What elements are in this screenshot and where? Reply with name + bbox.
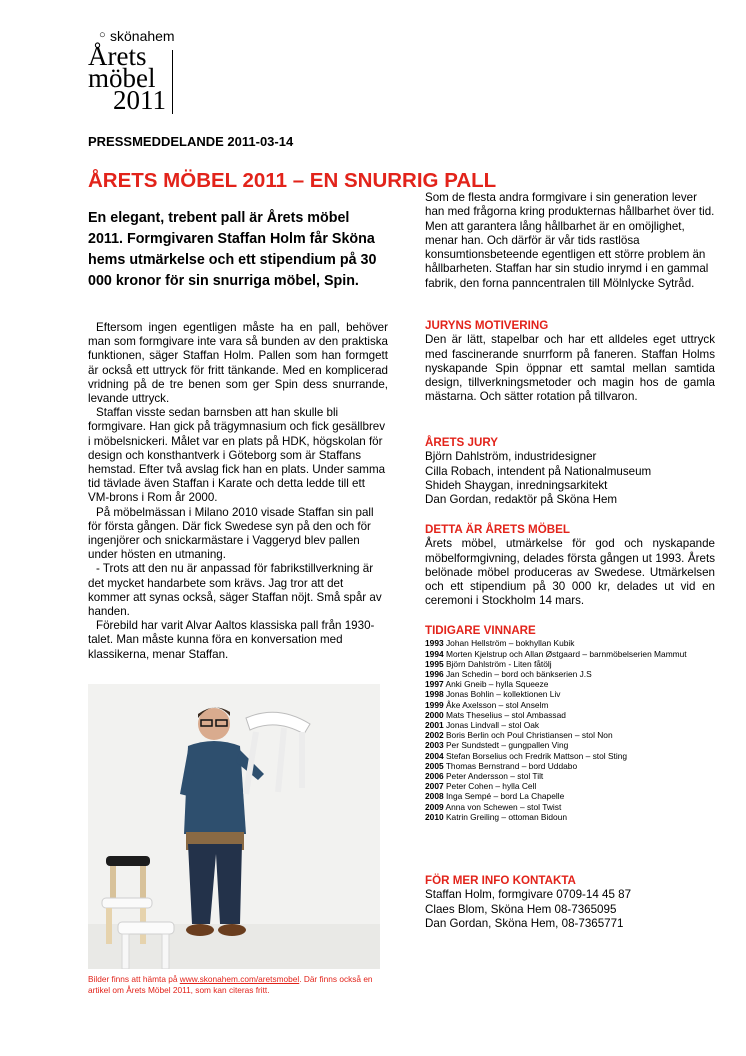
- winner-text: Peter Andersson – stol Tilt: [443, 770, 544, 781]
- winners-section: [425, 624, 715, 822]
- jury-motivation-title: JURYNS MOTIVERING: [425, 319, 549, 332]
- winner-item: [425, 649, 715, 659]
- winner-year: 1993: [425, 638, 444, 649]
- jury-section: [425, 436, 715, 507]
- winner-item: [425, 679, 715, 689]
- jury-title: ÅRETS JURY: [425, 436, 499, 449]
- jury-member: Dan Gordan, redaktör på Sköna Hem: [425, 493, 618, 507]
- winner-text: Johan Hellström – bokhyllan Kubik: [443, 638, 575, 649]
- winner-item: [425, 689, 715, 699]
- winner-year: 2008: [425, 791, 444, 802]
- designer-photo: [88, 684, 380, 969]
- winner-item: [425, 812, 715, 822]
- caption-suffix: . Där finns också en artikel om Årets Möbel 2011, som kan citeras fritt.: [88, 974, 373, 995]
- winner-text: Per Sundstedt – gungpallen Ving: [443, 740, 569, 751]
- winner-text: Anna von Schewen – stol Twist: [443, 801, 562, 812]
- contacts-section: [425, 874, 715, 931]
- winner-year: 1994: [425, 648, 444, 659]
- winner-item: [425, 781, 715, 791]
- winner-year: 1995: [425, 658, 444, 669]
- winner-item: [425, 720, 715, 730]
- winners-list: [425, 638, 715, 822]
- winner-item: [425, 771, 715, 781]
- winner-year: 2001: [425, 719, 444, 730]
- right-intro: [425, 191, 715, 291]
- winner-item: [425, 638, 715, 648]
- contact-line: Claes Blom, Sköna Hem 08-7365095: [425, 902, 617, 916]
- winner-text: Morten Kjelstrup och Allan Østgaard – barnmöbelserien Mammut: [443, 648, 687, 659]
- jury-member: Cilla Robach, intendent på Nationalmuseum: [425, 464, 652, 478]
- winner-item: [425, 669, 715, 679]
- winner-item: [425, 710, 715, 720]
- body-paragraph: - Trots att den nu är anpassad för fabrikstillverkning är det mycket handarbete som krävs. Jag tror att det kommer att synas också, säger Staffan nöjt. Små spår av handen.: [88, 562, 382, 619]
- winner-text: Mats Theselius – stol Ambassad: [443, 709, 566, 720]
- winner-text: Inga Sempé – bord La Chapelle: [443, 791, 565, 802]
- body-text: [88, 321, 388, 662]
- logo-line-1: Årets: [88, 41, 147, 71]
- logo-line-3: 2011: [113, 85, 166, 115]
- winner-text: Jonas Lindvall – stol Oak: [443, 719, 540, 730]
- winner-year: 2007: [425, 781, 444, 792]
- caption-prefix: Bilder finns att hämta på: [88, 974, 180, 984]
- press-label: PRESSMEDDELANDE 2011-03-14: [88, 134, 294, 149]
- winner-year: 2000: [425, 709, 444, 720]
- body-paragraph: Staffan visste sedan barnsben att han skulle bli formgivare. Han gick på trägymnasium och fick gesällbrev i möbelsnickeri. Målet var en plats på HDK, högskolan för design och konsthantverk i Göteborg som är Staffans hemstad. Efter två avslag fick han en plats. Under samma tid tävlade även Staffan i Karate och detta ledde till ett VM-brons i Rom år 2000.: [88, 406, 386, 505]
- winner-text: Anki Gneib – hylla Squeeze: [443, 679, 549, 690]
- photo-caption: [88, 974, 388, 995]
- winner-text: Jonas Bohlin – kollektionen Liv: [443, 689, 561, 700]
- winner-item: [425, 730, 715, 740]
- contacts-title: FÖR MER INFO KONTAKTA: [425, 874, 576, 887]
- about-text: Årets möbel, utmärkelse för god och nyskapande möbelformgivning, delades första gången ut 1993. Årets belönade möbel produceras av Swedese. Utmärkelsen och ett stipendium på 30 000 kr, delades ut vid en ceremoni i Stockholm 14 mars.: [425, 537, 715, 608]
- contact-line: Staffan Holm, formgivare 0709-14 45 87: [425, 888, 632, 902]
- winner-year: 2002: [425, 730, 444, 741]
- winner-year: 2003: [425, 740, 444, 751]
- winner-year: 2009: [425, 801, 444, 812]
- winner-item: [425, 659, 715, 669]
- winner-text: Åke Axelsson – stol Anselm: [443, 699, 549, 710]
- jury-motivation-section: [425, 319, 715, 405]
- winner-text: Björn Dahlström - Liten fåtölj: [443, 658, 552, 669]
- lead-paragraph: En elegant, trebent pall är Årets möbel 2011. Formgivaren Staffan Holm får Sköna hems utmärkelse och ett stipendium på 30 000 kronor för sin snurriga möbel, Spin.: [88, 210, 377, 289]
- right-intro-text: Som de flesta andra formgivare i sin generation lever han med frågorna kring produkternas hållbarhet över tid. Men att garantera lång hållbarhet är en omöjlighet, menar han. Och därför är vår tids rastlösa konsumtionsbeteende egentligen ett större problem än hållbarheten. Staffan har sin studio inrymd i en gammal fabrik, den forna panncentralen till Mölnlycke Sytråd.: [425, 191, 715, 290]
- winner-text: Peter Cohen – hylla Cell: [443, 781, 537, 792]
- body-paragraph: Förebild har varit Alvar Aaltos klassiska pall från 1930-talet. Man måste kunna föra en konversation med klassikerna, menar Staffan.: [88, 619, 375, 661]
- logo-ring-icon: ○: [99, 29, 106, 41]
- winner-text: Thomas Bernstrand – bord Uddabo: [443, 760, 578, 771]
- winner-year: 2004: [425, 750, 444, 761]
- winner-item: [425, 700, 715, 710]
- logo-brand: skönahem: [110, 28, 175, 44]
- winner-text: Boris Berlin och Poul Christiansen – stol Non: [443, 730, 613, 741]
- contact-line: Dan Gordan, Sköna Hem, 08-7365771: [425, 916, 624, 930]
- about-section: [425, 523, 715, 609]
- winner-text: Katrin Greiling – ottoman Bidoun: [443, 811, 568, 822]
- winner-year: 2010: [425, 811, 444, 822]
- jury-member: Shideh Shaygan, inredningsarkitekt: [425, 478, 608, 492]
- designer-photo-illustration: [88, 684, 380, 969]
- jury-motivation-text: Den är lätt, stapelbar och har ett alldeles eget uttryck med fascinerande snurrform på faneren. Staffan Holms nyskapande Spin öppnar ett samtal mellan samtida design, tillverkningsmetoder och magin hos de gamla mästarna. Och sätter rotation på tillvaron.: [425, 333, 715, 404]
- body-paragraph: På möbelmässan i Milano 2010 visade Staffan sin pall för första gången. Där fick Swedese syn på den och för ingenjörer och snickarmästare i Vaggeryd blev pallen under hösten en utmaning.: [88, 505, 374, 562]
- winner-item: [425, 761, 715, 771]
- winner-year: 1997: [425, 679, 444, 690]
- winner-year: 1999: [425, 699, 444, 710]
- winner-item: [425, 802, 715, 812]
- winner-item: [425, 740, 715, 750]
- winner-text: Stefan Borselius och Fredrik Mattson – stol Sting: [443, 750, 628, 761]
- winner-text: Jan Schedin – bord och bänkserien J.S: [443, 668, 592, 679]
- winner-year: 1996: [425, 668, 444, 679]
- winner-item: [425, 751, 715, 761]
- about-title: DETTA ÄR ÅRETS MÖBEL: [425, 523, 570, 536]
- winner-year: 1998: [425, 689, 444, 700]
- caption-link[interactable]: www.skonahem.com/aretsmobel: [179, 974, 300, 984]
- logo-divider: [172, 50, 173, 114]
- winner-item: [425, 791, 715, 801]
- page-title: ÅRETS MÖBEL 2011 – EN SNURRIG PALL: [88, 169, 497, 192]
- body-paragraph: Eftersom ingen egentligen måste ha en pall, behöver man som formgivare inte vara så bunden av den praktiska funktionen, säger Staffan Holm. Pallen som han formgett är också ett uttryck för fritt tänkande. Med en komplicerad vridning på de tre benen som ger Spin dess snurrande, levande uttryck.: [88, 321, 388, 406]
- winners-title: TIDIGARE VINNARE: [425, 624, 536, 637]
- winner-year: 2005: [425, 760, 444, 771]
- winner-year: 2006: [425, 770, 444, 781]
- jury-member: Björn Dahlström, industridesigner: [425, 450, 597, 464]
- logo-line-2: möbel: [88, 63, 156, 93]
